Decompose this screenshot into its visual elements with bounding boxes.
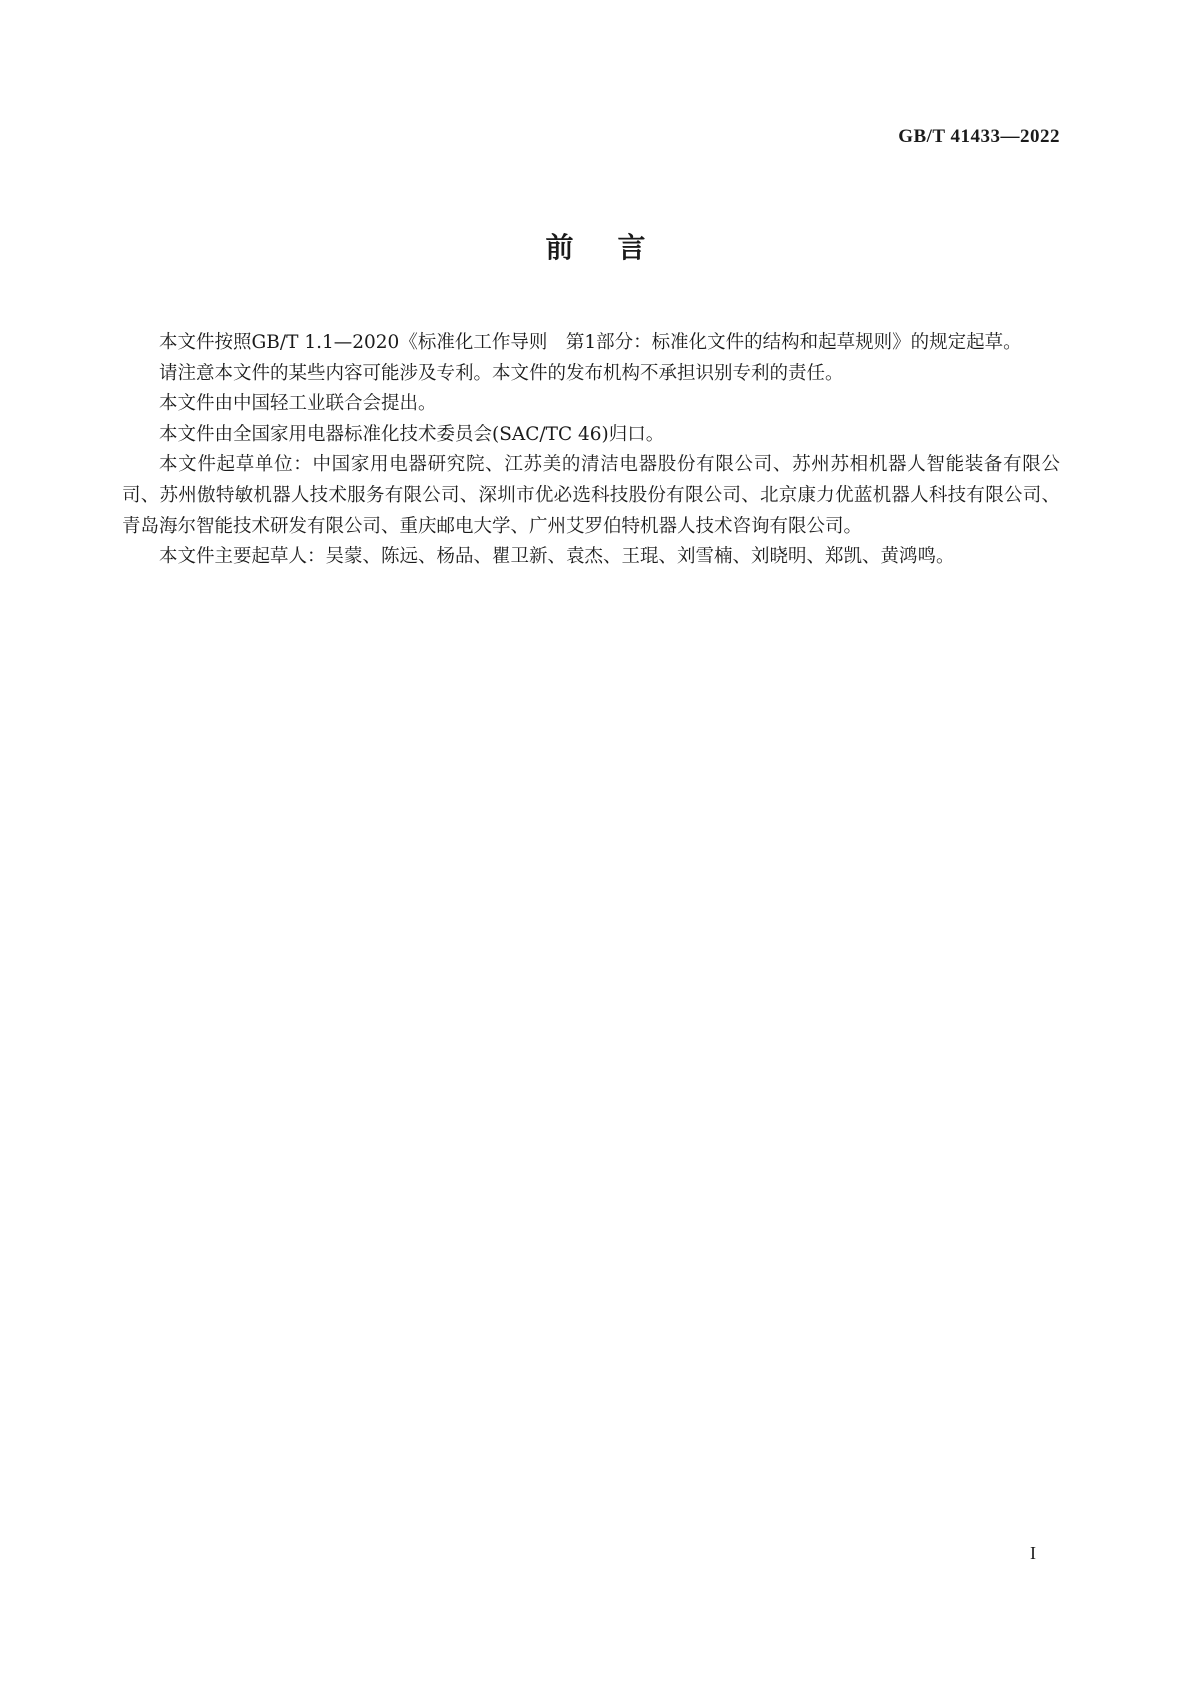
preface-body	[122, 328, 1060, 573]
paragraph-drafting-rules: 本文件按照GB/T 1.1—2020《标准化工作导则 第1部分：标准化文件的结构和起草规则》的规定起草。	[159, 332, 1022, 353]
paragraph-drafters: 本文件主要起草人：吴蒙、陈远、杨品、瞿卫新、袁杰、王琨、刘雪楠、刘晓明、郑凯、黄鸿鸣。	[159, 546, 955, 568]
page-title: 前言	[545, 231, 690, 264]
paragraph-patent-notice: 请注意本文件的某些内容可能涉及专利。本文件的发布机构不承担识别专利的责任。	[159, 362, 844, 384]
paragraph-drafting-organizations: 本文件起草单位：中国家用电器研究院、江苏美的清洁电器股份有限公司、苏州苏相机器人智能装备有限公司、苏州傲特敏机器人技术服务有限公司、深圳市优必选科技股份有限公司、北京康力优蓝机器人科技有限公司、青岛海尔智能技术研发有限公司、重庆邮电大学、广州艾罗伯特机器人技术咨询有限公司。	[122, 454, 1060, 537]
standard-number: GB/T 41433—2022	[898, 126, 1060, 147]
paragraph-proposer: 本文件由中国轻工业联合会提出。	[159, 393, 437, 415]
page-number: I	[1030, 1543, 1036, 1563]
paragraph-technical-committee: 本文件由全国家用电器标准化技术委员会(SAC/TC 46)归口。	[159, 423, 665, 445]
